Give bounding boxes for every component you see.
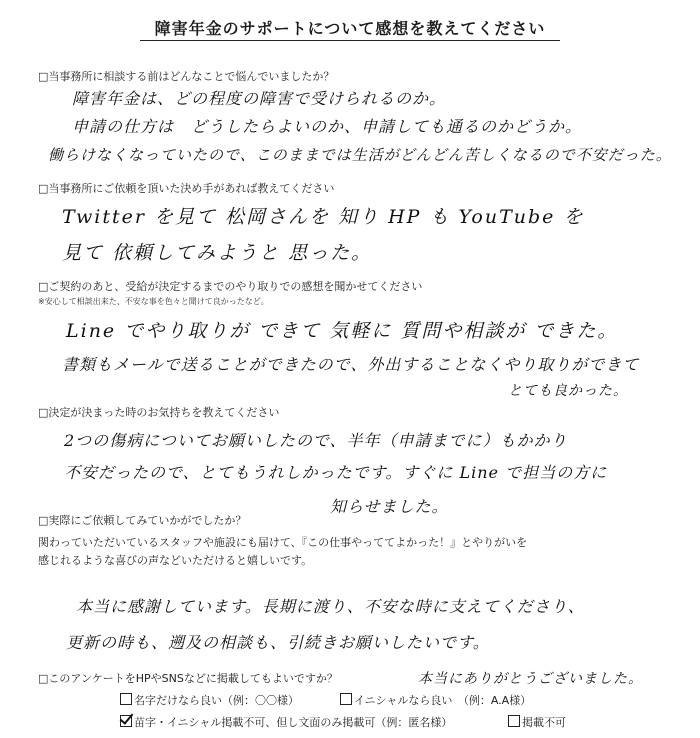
publish-option-surname-checkbox[interactable]	[120, 693, 132, 705]
publish-option-none[interactable]	[508, 714, 566, 730]
answer-1-line-2: 申請の仕方は どうしたらよいのか、申請しても通るのかどうか。	[72, 117, 583, 136]
publish-option-none-checkbox[interactable]	[508, 715, 520, 727]
publish-option-text-only-label: 苗字・イニシャル掲載不可、但し文面のみ掲載可（例：匿名様）	[134, 716, 453, 729]
answer-5-line-2: 更新の時も、遡及の相談も、引続きお願いしたいです。	[66, 633, 490, 652]
publish-option-initials[interactable]	[340, 692, 531, 708]
publish-option-surname-label: 名字だけなら良い（例：〇〇様）	[134, 694, 299, 707]
question-1-label: □当事務所に相談する前はどんなことで悩んでいましたか？	[38, 70, 335, 83]
question-4-label: □決定が決まった時のお気持ちを教えてください	[38, 406, 280, 419]
question-3-note: ※安心して相談出来た、不安な事を色々と聞けて良かったなど。	[38, 297, 269, 306]
answer-3-line-1: Line でやり取りが できて 気軽に 質問や相談が できた。	[66, 320, 619, 342]
answer-5-line-1: 本当に感謝しています。長期に渡り、不安な時に支えてくださり、	[76, 597, 585, 616]
answer-4-line-2: 不安だったので、とてもうれしかったです。すぐに Line で担当の方に	[64, 463, 608, 482]
answer-1-line-1: 障害年金は、どの程度の障害で受けられるのか。	[72, 89, 447, 108]
publish-option-surname[interactable]	[120, 692, 299, 708]
publish-question-label: □このアンケートをHPやSNSなどに掲載してもよいですか？	[38, 672, 338, 685]
answer-3-line-3: とても良かった。	[508, 383, 628, 399]
question-5-description	[38, 534, 527, 570]
title-underline	[140, 40, 560, 41]
answer-4-line-3: 知らせました。	[330, 497, 449, 516]
publish-option-text-only[interactable]	[120, 714, 452, 730]
question-5-description-line-1: 関わっていただいているスタッフや施設にも届けて、『この仕事やっててよかった！』とやりがいを	[38, 536, 528, 549]
publish-option-initials-checkbox[interactable]	[340, 693, 352, 705]
publish-option-none-label: 掲載不可	[522, 716, 566, 729]
answer-2-line-1: Twitter を見て 松岡さんを 知り HP も YouTube を	[62, 206, 585, 228]
question-5-description-line-2: 感じれるような喜びの声などいただけると嬉しいです。	[38, 554, 313, 567]
question-3-label: □ご契約のあと、受給が決定するまでのやり取りでの感想を聞かせてください	[38, 280, 423, 293]
answer-4-line-1: 2つの傷病についてお願いしたので、半年（申請までに）もかかり	[64, 431, 568, 450]
publish-option-initials-label: イニシャルなら良い （例：A.A様）	[354, 694, 532, 707]
answer-3-line-2: 書類もメールで送ることができたので、外出することなくやり取りができて	[62, 355, 640, 374]
answer-1-line-3: 働らけなくなっていたので、このままでは生活がどんどん苦しくなるので不安だった。	[48, 146, 672, 164]
question-2-label: □当事務所にご依頼を頂いた決め手があれば教えてください	[38, 182, 335, 195]
answer-2-line-2: 見て 依頼してみようと 思った。	[62, 242, 373, 264]
publish-option-text-only-checkbox[interactable]	[120, 715, 132, 727]
page-title: 障害年金のサポートについて感想を教えてください	[154, 19, 546, 38]
question-5-label: □実際にご依頼してみていかがでしたか？	[38, 514, 247, 527]
answer-5-line-3: 本当にありがとうございました。	[418, 671, 643, 687]
